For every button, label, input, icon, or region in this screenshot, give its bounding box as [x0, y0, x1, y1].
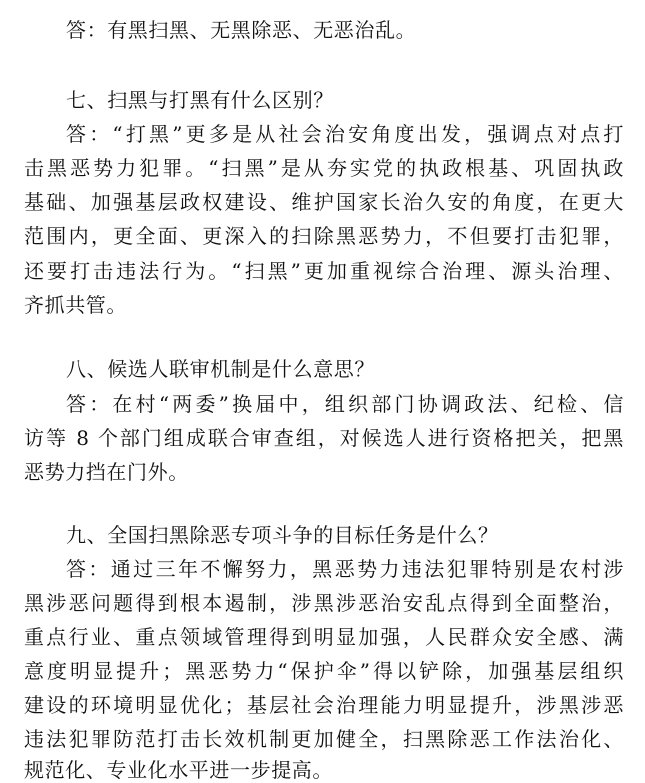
- question-8: 八、候选人联审机制是什么意思？: [66, 357, 375, 381]
- answer-7-line-3: 基础、加强基层政权建设、维护国家长治久安的角度，在更大: [24, 190, 624, 214]
- answer-9-line-7: 规范化、专业化水平进一步提高。: [24, 758, 333, 782]
- answer-7-line-5: 还要打击违法行为。“扫黑”更加重视综合治理、源头治理、: [24, 259, 624, 283]
- answer-7-line-4: 范围内，更全面、更深入的扫除黑恶势力，不但要打击犯罪，: [24, 224, 624, 248]
- answer-7-line-1: 答：“打黑”更多是从社会治安角度出发，强调点对点打: [66, 122, 624, 146]
- answer-9-line-4: 意度明显提升；黑恶势力“保护伞”得以铲除，加强基层组织: [24, 659, 624, 683]
- answer-9-line-6: 违法犯罪防范打击长效机制更加健全，扫黑除恶工作法治化、: [24, 727, 624, 751]
- answer-8-line-1: 答：在村“两委”换届中，组织部门协调政法、纪检、信: [66, 392, 624, 416]
- question-9: 九、全国扫黑除恶专项斗争的目标任务是什么？: [66, 523, 499, 547]
- question-7: 七、扫黑与打黑有什么区别？: [66, 88, 334, 112]
- answer-9-line-2: 黑涉恶问题得到根本遏制，涉黑涉恶治安乱点得到全面整治，: [24, 591, 624, 615]
- answer-9-line-3: 重点行业、重点领域管理得到明显加强，人民群众安全感、满: [24, 625, 624, 649]
- answer-7-line-2: 击黑恶势力犯罪。“扫黑”是从夯实党的执政根基、巩固执政: [24, 156, 624, 180]
- answer-8-line-2: 访等 8 个部门组成联合审查组，对候选人进行资格把关，把黑: [24, 426, 624, 450]
- answer-9-line-5: 建设的环境明显优化；基层社会治理能力明显提升，涉黑涉恶: [24, 693, 624, 717]
- answer-9-line-1: 答：通过三年不懈努力，黑恶势力违法犯罪特别是农村涉: [66, 557, 624, 581]
- intro-answer: 答：有黑扫黑、无黑除恶、无恶治乱。: [66, 18, 417, 42]
- answer-7-line-6: 齐抓共管。: [24, 293, 127, 317]
- answer-8-line-3: 恶势力挡在门外。: [24, 460, 189, 484]
